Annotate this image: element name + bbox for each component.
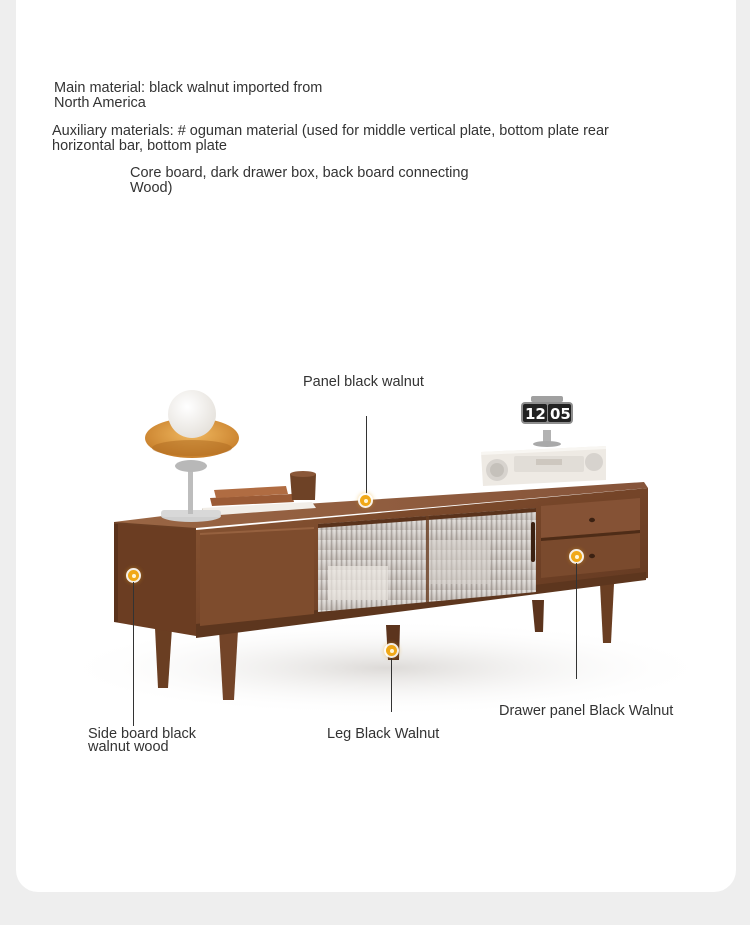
left-door [200,527,314,626]
main-material-text: Main material: black walnut imported from North America [54,80,323,111]
top-drawer-knob [589,518,595,522]
callout-drawer-line [576,563,577,679]
clock-hours: 12 [525,405,546,423]
product-detail-card [16,0,736,892]
callout-drawer-label: Drawer panel Black Walnut [499,703,674,719]
glass-door-handle [531,522,535,562]
tv-cabinet-illustration [16,0,736,892]
lamp-globe [168,390,216,438]
radio-speaker-right [585,453,603,471]
lamp-stem [188,466,193,514]
callout-side-board-line [133,582,134,726]
callout-side-board-marker [128,570,139,581]
callout-side-board-label: Side board black walnut wood [88,726,197,755]
side-board [114,524,196,636]
floor-shadow [56,620,716,719]
callout-drawer-marker [571,551,582,562]
wooden-cup [290,474,316,500]
core-material-text: Core board, dark drawer box, back board connecting Wood) [130,165,469,196]
callout-panel-label: Panel black walnut [303,374,424,390]
callout-leg-line [391,658,392,712]
callout-leg-marker [386,645,397,656]
bottom-drawer-knob [589,554,595,558]
callout-panel-line [366,416,367,496]
callout-panel-marker [360,495,371,506]
auxiliary-material-text: Auxiliary materials: # oguman material (used for middle vertical plate, bottom plate rear horizontal bar, bottom plate [52,123,609,154]
callout-leg-label: Leg Black Walnut [327,726,440,742]
clock-minutes: 05 [550,405,571,423]
